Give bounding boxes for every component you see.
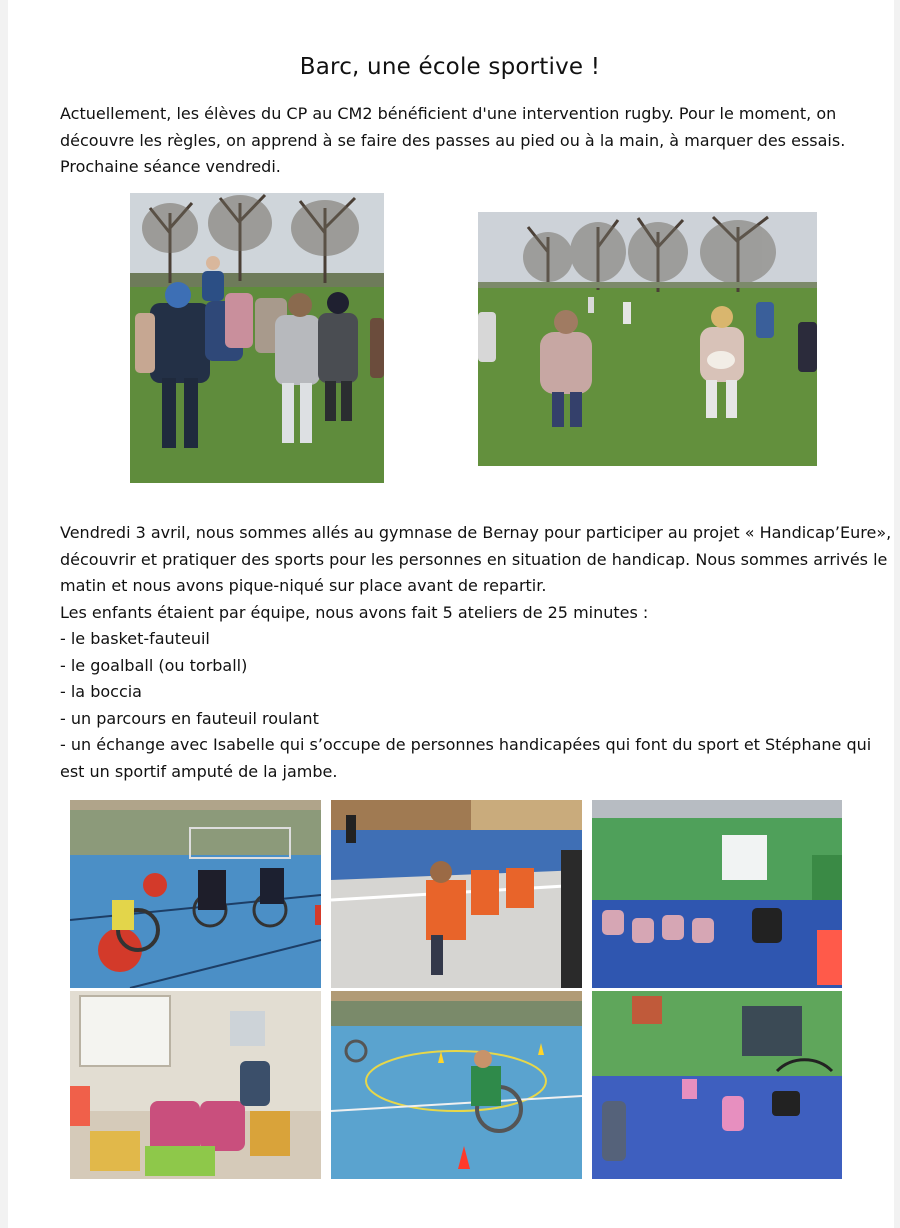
text-line: Prochaine séance vendredi. [60,157,281,176]
text-line: Vendredi 3 avril, nous sommes allés au gymnase de Bernay pour participer au projet « Handicap’Eure», [60,523,892,542]
text-line: matin et nous avons pique-niqué sur place avant de repartir. [60,576,547,595]
rugby-group-photo [130,193,384,483]
gym-activite-photo [592,991,842,1179]
text-line: est un sportif amputé de la jambe. [60,761,338,781]
boccia-photo [592,800,842,988]
text-line: découvrir et pratiquer des sports pour les personnes en situation de handicap. Nous sommes arrivés le [60,549,888,569]
list-item: - un échange avec Isabelle qui s’occupe de personnes handicapées qui font du sport et Stéphane qui [60,735,872,754]
list-item: - un parcours en fauteuil roulant [60,708,319,728]
list-item: - le goalball (ou torball) [60,655,248,675]
text-line: Actuellement, les élèves du CP au CM2 bénéficient d'une intervention rugby. Pour le moment, on [60,104,837,123]
list-item: - la boccia [60,682,142,701]
page-title: Barc, une école sportive ! [299,54,601,80]
goalball-photo [331,800,582,988]
parcours-fauteuil-photo [331,991,582,1179]
text-line: Les enfants étaient par équipe, nous avons fait 5 ateliers de 25 minutes : [60,602,649,622]
handicap-paragraph [60,520,892,785]
list-item: - le basket-fauteuil [60,629,210,648]
text-line: découvre les règles, on apprend à se faire des passes au pied ou à la main, à marquer des essais. [60,130,846,150]
basket-fauteuil-photo [70,800,321,988]
echange-photo [70,991,321,1179]
intro-paragraph [60,101,860,181]
rugby-field-photo [478,212,817,466]
